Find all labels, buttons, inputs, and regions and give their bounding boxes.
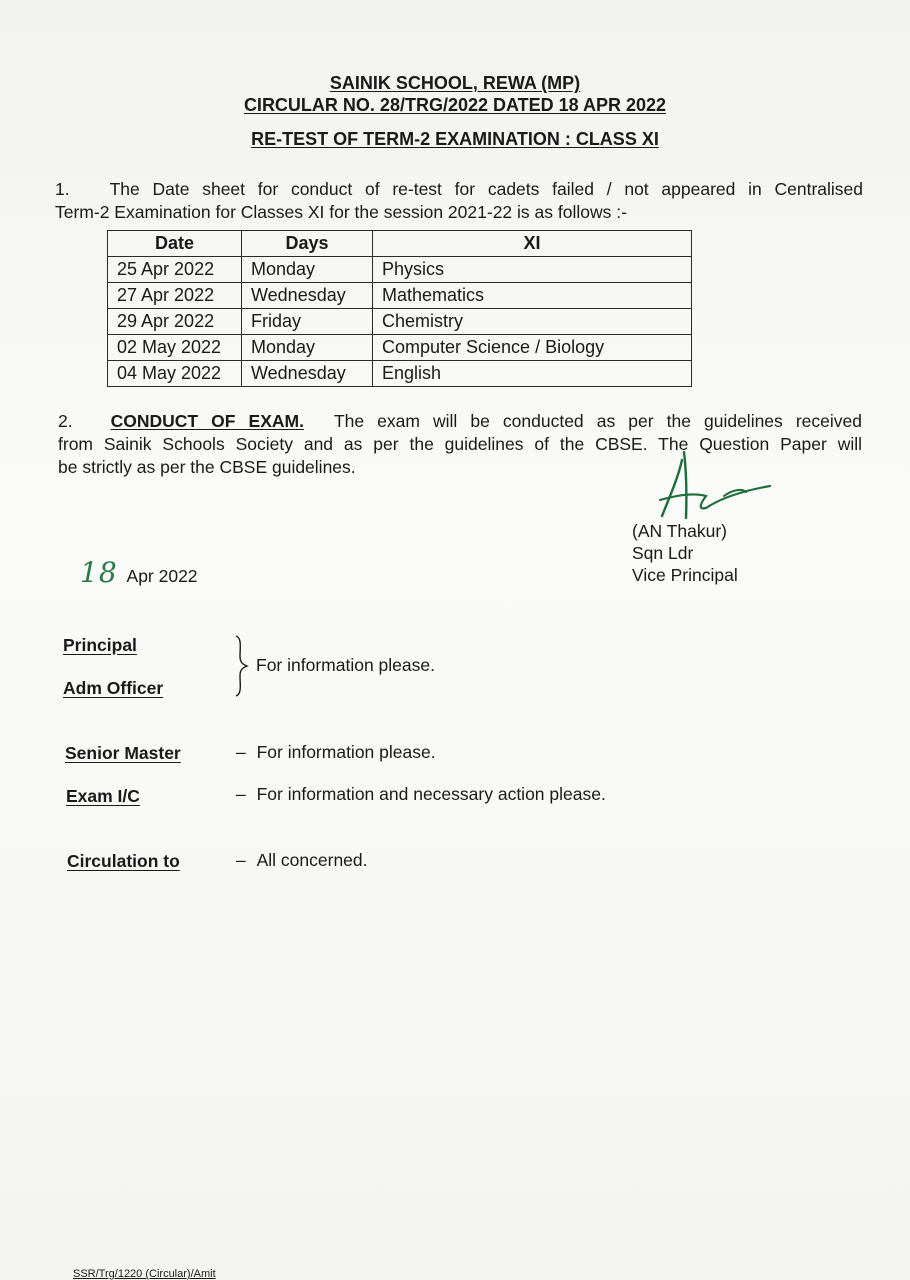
dist-group-action: For information please. [256, 655, 435, 675]
table-row [108, 309, 692, 335]
issue-date [80, 556, 198, 589]
cell-subject: Chemistry [373, 309, 692, 335]
para-1-text-second: Term-2 Examination for Classes XI for the session 2021-22 is as follows :- [55, 202, 627, 222]
dist-exam-ic-action: For information and necessary action please. [256, 784, 606, 804]
cell-date: 04 May 2022 [108, 361, 242, 387]
dist-principal: Principal [63, 635, 137, 655]
cell-day: Monday [242, 257, 373, 283]
cell-day: Friday [242, 309, 373, 335]
table-header-row [108, 231, 692, 257]
signatory-designation: Vice Principal [632, 565, 738, 585]
signatory-block [632, 520, 738, 586]
dist-senior-master: Senior Master [65, 743, 181, 763]
table-row [108, 257, 692, 283]
signatory-rank: Sqn Ldr [632, 543, 694, 563]
table-row [108, 335, 692, 361]
dist-adm-officer: Adm Officer [63, 678, 164, 698]
cell-subject: Physics [373, 257, 692, 283]
date-month-year: Apr 2022 [126, 566, 198, 586]
cell-subject: English [373, 361, 692, 387]
circular-number: CIRCULAR NO. 28/TRG/2022 DATED 18 APR 2022 [243, 95, 667, 115]
cell-date: 25 Apr 2022 [108, 257, 242, 283]
table-row [108, 283, 692, 309]
para-2-number: 2. [58, 411, 73, 431]
cell-date: 02 May 2022 [108, 335, 242, 361]
header-days: Days [242, 231, 373, 257]
header-date: Date [108, 231, 242, 257]
dist-exam-ic: Exam I/C [66, 786, 140, 806]
para-2-line1: The exam will be conducted as per the guidelines received [333, 411, 862, 431]
signatory-name: (AN Thakur) [632, 521, 727, 541]
signature-mark [640, 448, 780, 528]
date-sheet-table [107, 230, 692, 387]
footer-reference: SSR/Trg/1220 (Circular)/Amit [73, 1268, 216, 1280]
handwritten-day: 18 [80, 556, 118, 589]
para-2-heading: CONDUCT OF EXAM. [110, 411, 304, 431]
table-row [108, 361, 692, 387]
dash-icon: – [236, 850, 246, 870]
circular-subject: RE-TEST OF TERM-2 EXAMINATION : CLASS XI [251, 129, 659, 149]
school-name: SAINIK SCHOOL, REWA (MP) [329, 73, 581, 93]
dist-exam-ic-row [236, 784, 606, 805]
cell-subject: Mathematics [373, 283, 692, 309]
dist-circulation-action: All concerned. [256, 850, 368, 870]
para-2-line3: be strictly as per the CBSE guidelines. [58, 457, 356, 477]
dash-icon: – [236, 784, 246, 804]
para-1-text-first: The Date sheet for conduct of re-test for cadets failed / not appeared in Centralised [109, 179, 863, 199]
cell-day: Wednesday [242, 361, 373, 387]
dash-icon: – [236, 742, 246, 762]
cell-day: Monday [242, 335, 373, 361]
dist-circulation: Circulation to [67, 851, 180, 871]
cell-date: 29 Apr 2022 [108, 309, 242, 335]
para-1-number: 1. [55, 179, 70, 199]
brace-icon [232, 634, 252, 698]
cell-day: Wednesday [242, 283, 373, 309]
dist-circulation-row [236, 850, 368, 871]
para-1 [55, 178, 863, 224]
header-class: XI [373, 231, 692, 257]
cell-subject: Computer Science / Biology [373, 335, 692, 361]
cell-date: 27 Apr 2022 [108, 283, 242, 309]
dist-senior-master-action: For information please. [256, 742, 436, 762]
dist-senior-master-row [236, 742, 436, 763]
para-2-line2: from Sainik Schools Society and as per the guidelines of the CBSE. The Question Paper will [58, 434, 862, 454]
